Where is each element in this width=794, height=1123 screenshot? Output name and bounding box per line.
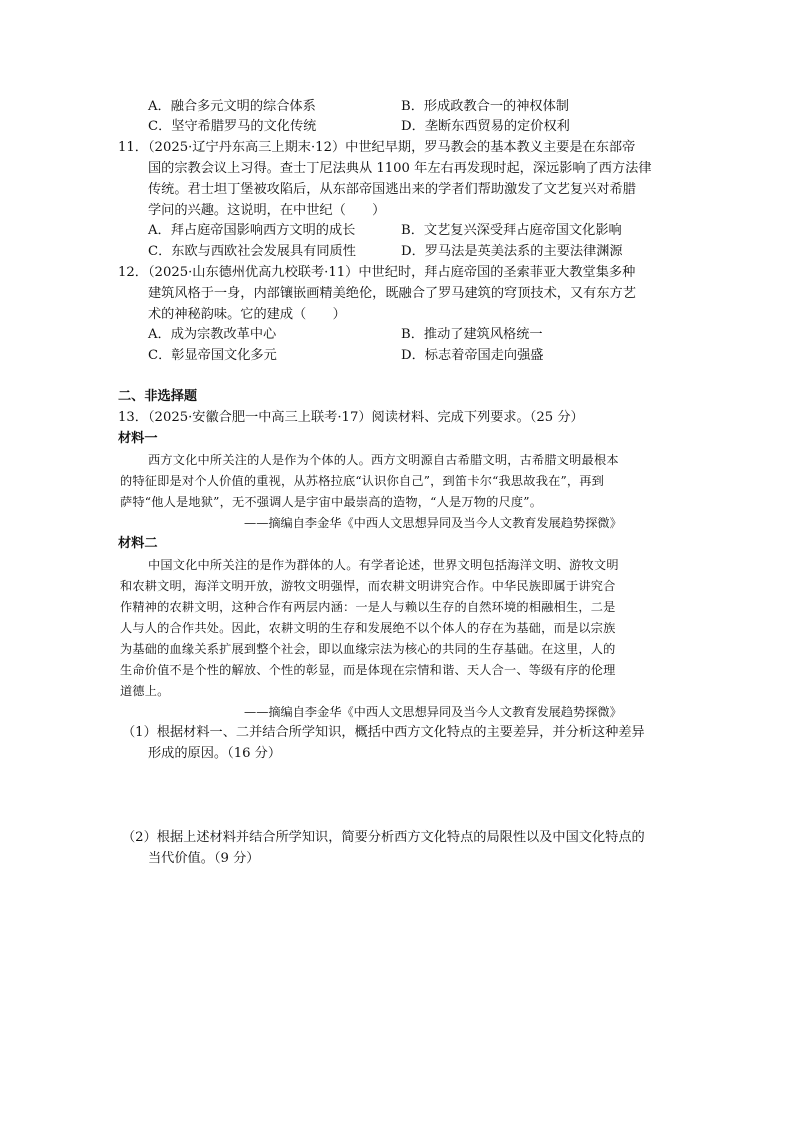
q11-stem-line: 11．（2025·辽宁丹东高三上期末·12）中世纪早期，罗马教会的基本教义主要是在东部帝 — [118, 140, 636, 155]
q12-option-a: A．成为宗教改革中心 — [148, 327, 277, 342]
material-1-source: ——摘编自李金华《中西人文思想异同及当今人文教育发展趋势探微》 — [244, 516, 622, 530]
material-1-line: 西方文化中所关注的人是作为个体的人。西方文明源自古希腊文明，古希腊文明最根本 — [148, 453, 619, 467]
material-2-line: 作精神的农耕文明，这种合作有两层内涵：一是人与赖以生存的自然环境的相融相生，二是 — [120, 600, 616, 614]
material-1-line: 的特征即是对个人价值的重视，从苏格拉底“认识你自己”，到笛卡尔“我思故我在”，再到 — [120, 474, 605, 488]
material-2-line: 生命价值不是个性的解放、个性的彰显，而是体现在宗情和谐、天人合一、等级有序的伦理 — [120, 663, 616, 677]
sub-question-1-line: （1）根据材料一、二并结合所学知识，概括中西方文化特点的主要差异，并分析这种差异 — [122, 725, 645, 740]
q12-option-d: D．标志着帝国走向强盛 — [401, 348, 544, 363]
q12-option-c: C．彰显帝国文化多元 — [148, 348, 277, 363]
q11-option-c: C．东欧与西欧社会发展具有同质性 — [148, 244, 356, 259]
material-1-label: 材料一 — [118, 431, 158, 446]
q11-option-d: D．罗马法是英美法系的主要法律渊源 — [401, 244, 623, 259]
material-2-line: 中国文化中所关注的是作为群体的人。有学者论述，世界文明包括海洋文明、游牧文明 — [148, 558, 619, 572]
q10-option-a: A．融合多元文明的综合体系 — [148, 99, 316, 114]
q10-option-d: D．垄断东西贸易的定价权利 — [401, 119, 570, 134]
q12-stem-line: 术的神秘韵味。它的建成（ ） — [148, 307, 346, 322]
material-2-label: 材料二 — [118, 536, 158, 551]
sub-question-2-line: （2）根据上述材料并结合所学知识，简要分析西方文化特点的局限性以及中国文化特点的 — [122, 830, 645, 845]
material-2-line: 为基础的血缘关系扩展到整个社会，即以血缘宗法为核心的共同的生存基础。在这里，人的 — [120, 642, 616, 656]
q13-header: 13．（2025·安徽合肥一中高三上联考·17）阅读材料、完成下列要求。（25 分） — [118, 410, 584, 425]
q12-option-b: B．推动了建筑风格统一 — [401, 327, 543, 342]
q12-stem-line: 建筑风格于一身，内部镶嵌画精美绝伦，既融合了罗马建筑的穹顶技术，又有东方艺 — [148, 286, 636, 301]
material-2-source: ——摘编自李金华《中西人文思想异同及当今人文教育发展趋势探微》 — [244, 705, 622, 719]
q11-stem-line: 学问的兴趣。这说明，在中世纪（ ） — [148, 203, 386, 218]
sub-question-2-line: 当代价值。（9 分） — [148, 851, 260, 866]
q11-stem-line: 国的宗教会议上习得。查士丁尼法典从 1100 年左右再发现时起，深远影响了西方法律 — [148, 161, 652, 176]
q10-option-b: B．形成政教合一的神权体制 — [401, 99, 569, 114]
q11-stem-line: 传统。君士坦丁堡被攻陷后，从东部帝国逃出来的学者们帮助激发了文艺复兴对希腊 — [148, 182, 636, 197]
material-1-line: 萨特“他人是地狱”，无不强调人是宇宙中最崇高的造物，“人是万物的尺度”。 — [120, 495, 543, 509]
material-2-line: 和农耕文明，海洋文明开放，游牧文明强悍，而农耕文明讲究合作。中华民族即属于讲究合 — [120, 579, 616, 593]
q11-option-b: B．文艺复兴深受拜占庭帝国文化影响 — [401, 223, 622, 238]
sub-question-1-line: 形成的原因。（16 分） — [148, 746, 282, 761]
material-2-line: 道德上。 — [120, 684, 170, 698]
material-2-line: 人与人的合作共处。因此，农耕文明的生存和发展绝不以个体人的存在为基础，而是以宗族 — [120, 621, 616, 635]
section-title: 二、非选择题 — [118, 389, 198, 404]
q12-stem-line: 12．（2025·山东德州优高九校联考·11）中世纪时，拜占庭帝国的圣索菲亚大教堂集多种 — [118, 265, 636, 280]
q11-option-a: A．拜占庭帝国影响西方文明的成长 — [148, 223, 356, 238]
q10-option-c: C．坚守希腊罗马的文化传统 — [148, 119, 317, 134]
